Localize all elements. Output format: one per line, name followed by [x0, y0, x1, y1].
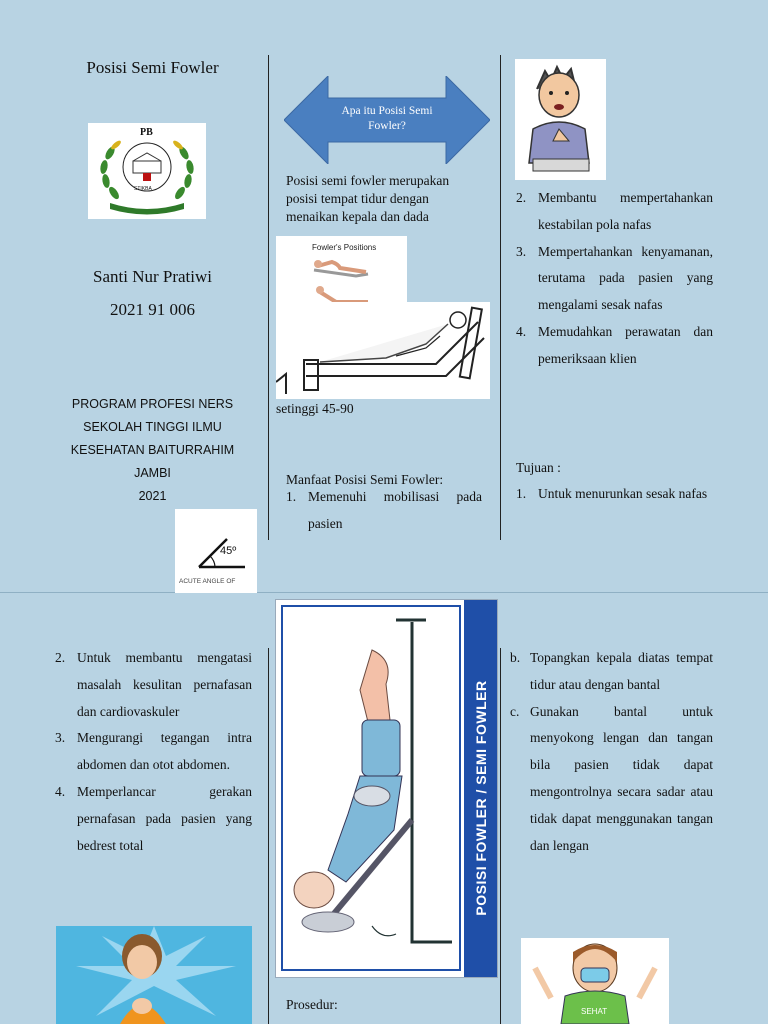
list-text: Membantu mempertahankan kestabilan pola nafas — [538, 190, 713, 232]
list-item — [510, 645, 713, 699]
list-text: Untuk membantu mengatasi masalah kesulitan pernafasan dan cardiovaskuler — [77, 650, 252, 719]
semi-fowler-bed-image — [276, 302, 490, 399]
list-text: Memenuhi mobilisasi pada pasien — [308, 489, 482, 531]
fowler-poster-image — [275, 599, 498, 978]
list-item — [516, 319, 713, 373]
angle-45-image — [175, 509, 257, 593]
breathless-patient-image — [515, 59, 606, 180]
procedure-heading: Prosedur: — [286, 997, 338, 1012]
list-text: Topangkan kepala diatas tempat tidur atau dengan bantal — [530, 650, 713, 692]
brochure-title: Posisi Semi Fowler — [86, 58, 219, 77]
list-text: Memudahkan perawatan dan pemeriksaan klien — [538, 323, 713, 366]
divider-left-top — [268, 55, 269, 540]
svg-text:SEHAT: SEHAT — [581, 1007, 608, 1016]
divider-right-bottom — [500, 648, 501, 1024]
poster-title: POSISI FOWLER / SEMI FOWLER — [473, 680, 489, 916]
arrow-label: Apa itu Posisi Semi Fowler? — [341, 105, 433, 132]
height-text: setinggi 45-90 — [276, 401, 354, 416]
institution-block — [40, 393, 265, 508]
goals-heading: Tujuan : — [516, 460, 561, 475]
list-number: 2. — [516, 190, 527, 205]
list-text: Gunakan bantal untuk menyokong lengan dan tangan bila pasien tidak dapat mengontrolnya secara sadar atau tidak dapat menggunakan tangan dan lengan — [530, 703, 713, 853]
list-item — [55, 725, 252, 779]
question-arrow — [284, 76, 490, 164]
list-item — [516, 239, 713, 319]
divider-left-bottom — [268, 648, 269, 1024]
list-number: 4. — [516, 323, 527, 339]
benefits-list-continued — [516, 185, 713, 373]
list-number: 3. — [55, 730, 66, 746]
benefits-heading: Manfaat Posisi Semi Fowler: — [286, 472, 444, 487]
list-text: Mengurangi tegangan intra abdomen dan otot abdomen. — [77, 730, 252, 773]
divider-right-top — [500, 55, 501, 540]
purpose-list — [55, 645, 252, 859]
svg-text:45º: 45º — [220, 545, 237, 557]
institution-line: SEKOLAH TINGGI ILMU — [83, 420, 222, 434]
list-number: c. — [510, 703, 520, 719]
list-number: b. — [510, 650, 521, 665]
institution-line: KESEHATAN BAITURRAHIM — [70, 443, 235, 457]
definition-text: Posisi semi fowler merupakan posisi tempat tidur dengan menaikan kepala dan dada — [286, 173, 450, 224]
list-item — [516, 185, 713, 239]
institution-line: 2021 — [138, 489, 167, 503]
author-name: Santi Nur Pratiwi — [93, 267, 212, 286]
list-text: Untuk menurunkan sesak nafas — [538, 486, 708, 501]
benefits-list — [286, 484, 482, 538]
svg-text:ACUTE ANGLE OF: ACUTE ANGLE OF — [179, 578, 236, 585]
svg-text:Fowler's Positions: Fowler's Positions — [312, 243, 377, 252]
list-item — [55, 645, 252, 725]
list-item — [286, 484, 482, 538]
list-item — [510, 699, 713, 860]
healthy-child-image — [521, 938, 669, 1024]
svg-text:STIKBA: STIKBA — [134, 186, 152, 192]
institution-logo — [88, 123, 206, 219]
list-text: Memperlancar gerakan pernafasan pada pasien yang bedrest total — [77, 783, 252, 853]
list-number: 2. — [55, 650, 66, 665]
student-id: 2021 91 006 — [110, 300, 195, 319]
list-number: 3. — [516, 243, 527, 259]
list-item — [516, 481, 713, 508]
chest-pain-image — [56, 926, 252, 1024]
list-item — [55, 779, 252, 859]
panel-separator — [0, 592, 768, 593]
svg-text:PB: PB — [140, 127, 153, 138]
list-number: 1. — [516, 486, 527, 501]
institution-line: JAMBI — [134, 466, 171, 480]
institution-line: PROGRAM PROFESI NERS — [71, 397, 234, 411]
list-number: 4. — [55, 783, 66, 799]
list-text: Mempertahankan kenyamanan, terutama pada pasien yang mengalami sesak nafas — [538, 243, 713, 313]
procedure-list — [510, 645, 713, 859]
list-number: 1. — [286, 489, 297, 504]
goals-list — [516, 481, 713, 508]
